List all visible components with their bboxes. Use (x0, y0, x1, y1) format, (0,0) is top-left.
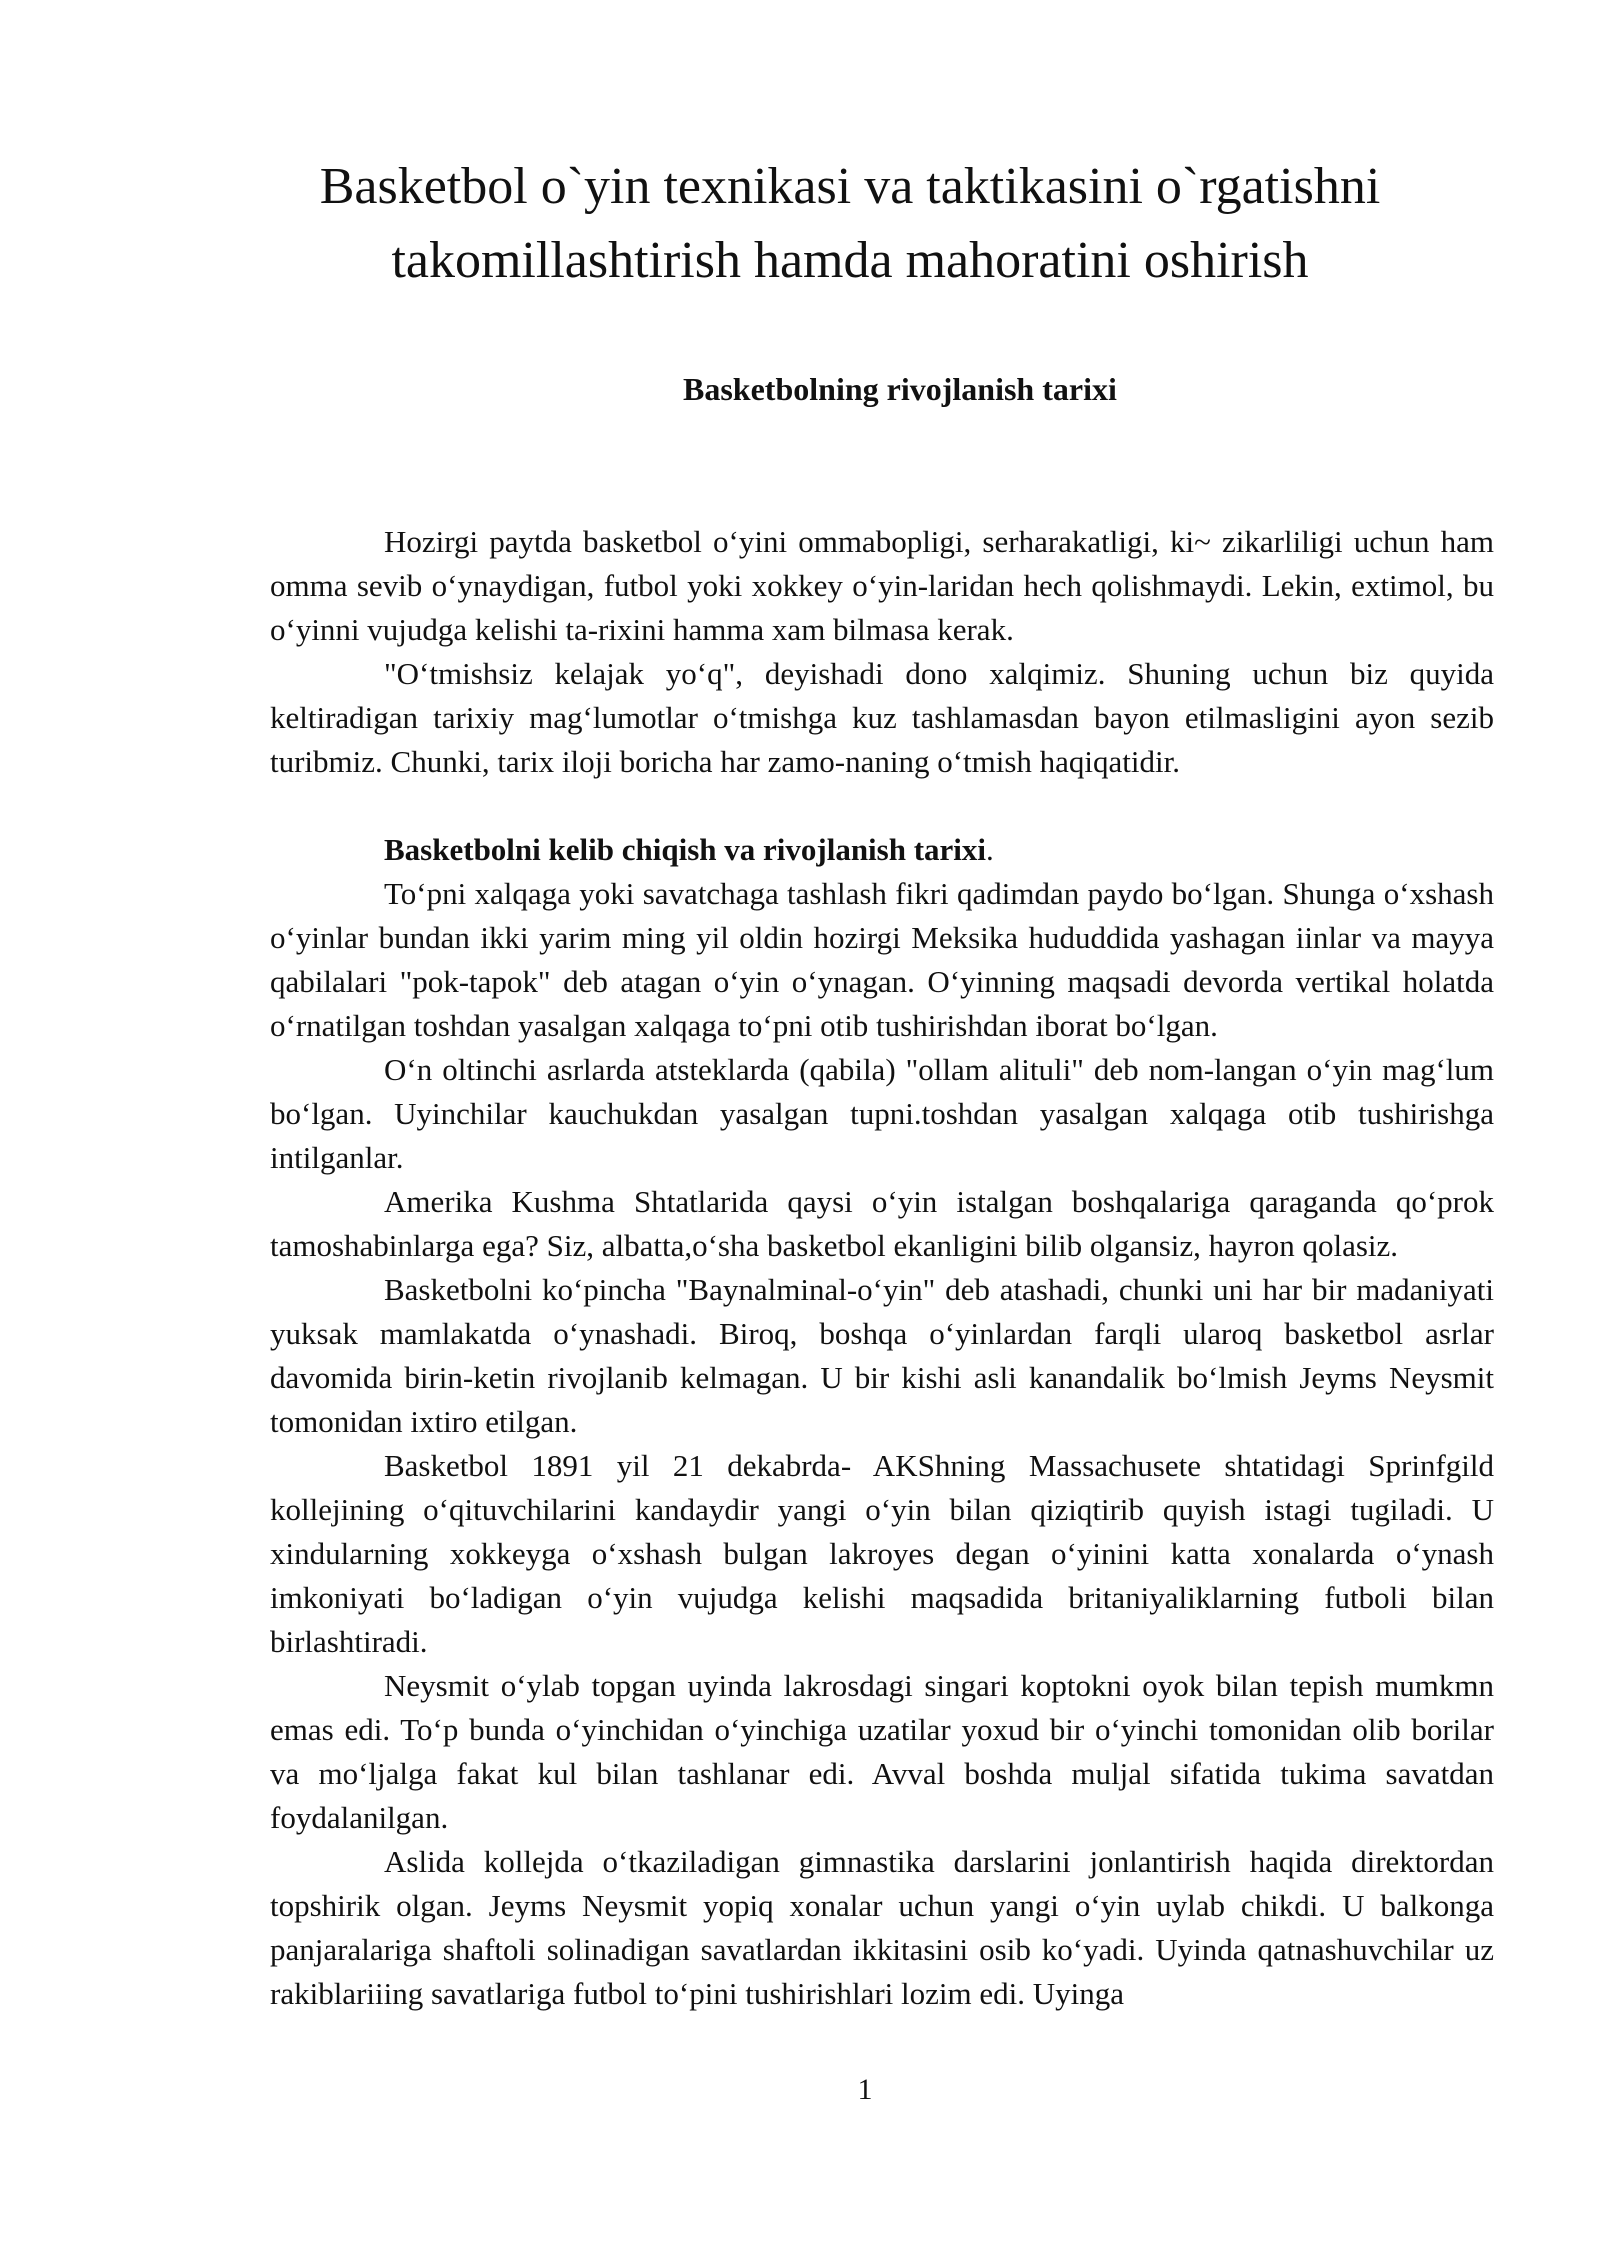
paragraph: Basketbol 1891 yil 21 dekabrda- AKShning Massachusete shtatidagi Sprinfgild kollejining o‘qituvchilarini kandaydir yangi o‘yin bilan qiziqtirib quyish istagi tugiladi. U xindularning xokkeyga o‘xshash bulgan lakroyes degan o‘yinini katta xonalarda o‘ynash imkoniyati bo‘ladigan o‘yin vujudga kelishi maqsadida britaniyaliklarning futboli bilan birlashtiradi. (270, 1448, 1494, 1659)
body-text (270, 520, 1494, 2016)
paragraph: Neysmit o‘ylab topgan uyinda lakrosdagi singari koptokni oyok bilan tepish mumkmn emas edi. To‘p bunda o‘yinchidan o‘yinchiga uzatilar yoxud bir o‘yinchi tomonidan olib borilar va mo‘ljalga fakat kul bilan tashlanar edi. Avval boshda muljal sifatida tukima savatdan foydalanilgan. (270, 1668, 1494, 1835)
subheading (270, 828, 1494, 872)
paragraph: To‘pni xalqaga yoki savatchaga tashlash fikri qadimdan paydo bo‘lgan. Shunga o‘xshash o‘yinlar bundan ikki yarim ming yil oldin hozirgi Meksika hududdida yashagan iinlar va mayya qabilalari "pok-tapok" deb atagan o‘yin o‘ynagan. O‘yinning maqsadi devorda vertikal holatda o‘rnatilgan toshdan yasalgan xalqaga to‘pni otib tushirishdan iborat bo‘lgan. (270, 876, 1494, 1043)
title-line-2: takomillashtirish hamda mahoratini oshirish (391, 232, 1309, 289)
page-number: 1 (857, 2073, 873, 2106)
title-line-1: Basketbol o`yin texnikasi va taktikasini o`rgatishni (319, 158, 1381, 215)
paragraph: Aslida kollejda o‘tkaziladigan gimnastika darslarini jonlantirish haqida direktordan topshirik olgan. Jeyms Neysmit yopiq xonalar uchun yangi o‘yin uylab chikdi. U balkonga panjaralariga shaftoli solinadigan savatlardan ikkitasini osib ko‘yadi. Uyinda qatnashuvchilar uz rakiblariiing savatlariga futbol to‘pini tushirishlari lozim edi. Uyinga (270, 1844, 1494, 2011)
section-heading: Basketbolning rivojlanish tarixi (683, 371, 1117, 407)
subheading-suffix: . (986, 832, 994, 867)
paragraph: Basketbolni ko‘pincha "Baynalminal-o‘yin" deb atashadi, chunki uni har bir madaniyati yuksak mamlakatda o‘ynashadi. Biroq, boshqa o‘yinlardan farqli ularoq basketbol asrlar davomida birin-ketin rivojlanib kelmagan. U bir kishi asli kanandalik bo‘lmish Jeyms Neysmit tomonidan ixtiro etilgan. (270, 1272, 1494, 1439)
paragraph: Amerika Kushma Shtatlarida qaysi o‘yin istalgan boshqalariga qaraganda qo‘prok tamoshabinlarga ega? Siz, albatta,o‘sha basketbol ekanligini bilib olgansiz, hayron qolasiz. (270, 1184, 1494, 1263)
paragraph: Hozirgi paytda basketbol o‘yini ommabopligi, serharakatligi, ki~ zikarliligi uchun ham omma sevib o‘ynaydigan, futbol yoki xokkey o‘yin-laridan hech qolishmaydi. Lekin, extimol, bu o‘yinni vujudga kelishi ta-rixini hamma xam bilmasa kerak. (270, 524, 1494, 647)
document-title (200, 150, 1500, 298)
paragraph: O‘n oltinchi asrlarda atsteklarda (qabila) "ollam alituli" deb nom-langan o‘yin mag‘lum bo‘lgan. Uyinchilar kauchukdan yasalgan tupni.toshdan yasalgan xalqaga otib tushirishga intilganlar. (270, 1052, 1494, 1175)
subheading-text: Basketbolni kelib chiqish va rivojlanish tarixi (384, 832, 987, 867)
paragraph: "O‘tmishsiz kelajak yo‘q", deyishadi dono xalqimiz. Shuning uchun biz quyida keltiradigan tarixiy mag‘lumotlar o‘tmishga kuz tashlamasdan bayon etilmasligini ayon sezib turibmiz. Chunki, tarix iloji boricha har zamo-naning o‘tmish haqiqatidir. (270, 656, 1494, 779)
